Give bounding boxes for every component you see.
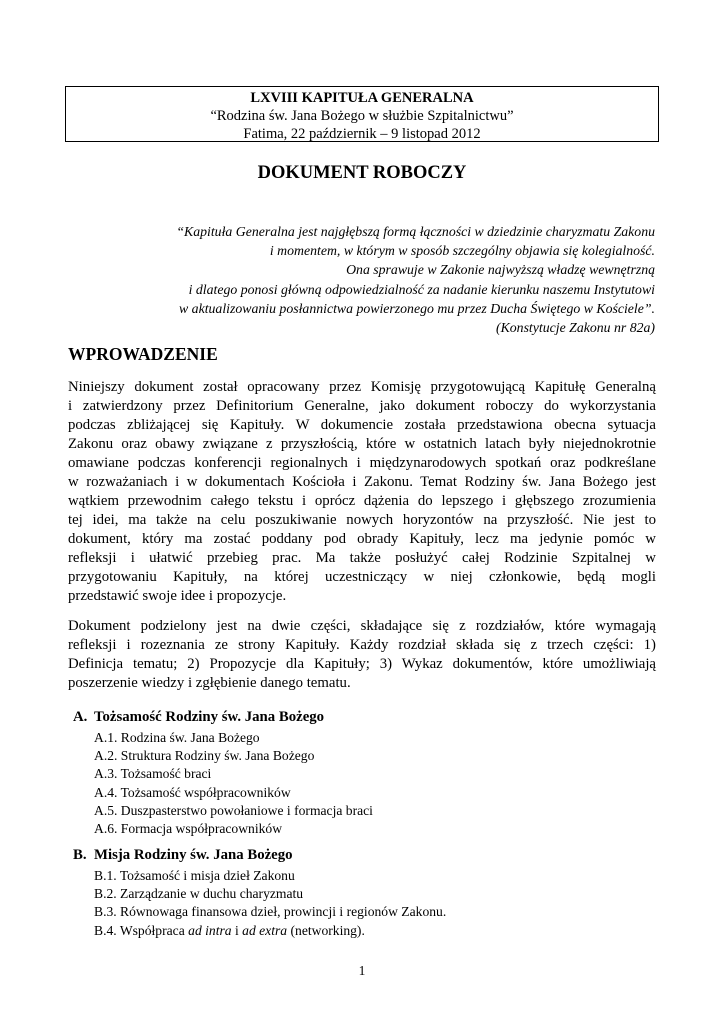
paragraph-line: Definicja tematu; 2) Propozycje dla Kapituły; 3) Wykaz dokumentów, które umożliwiają	[68, 656, 656, 672]
part-a-list	[94, 729, 373, 838]
paragraph-line: przygotowaniu Kapituły, na której uczestniczący w niej członkowie, będą mogli	[68, 569, 656, 585]
list-item-suffix: (networking).	[287, 922, 365, 938]
part-letter: A.	[73, 709, 88, 725]
list-item: B.3. Równowaga finansowa dzieł, prowincji i regionów Zakonu.	[94, 904, 447, 920]
paragraph-line: podczas zbliżającej się Kapituły. W dokumencie została przedstawiona obecna sytuacja	[68, 417, 656, 433]
paragraph-line: dokument, który ma zostać poddany pod obrady Kapituły, lecz ma jedynie pomóc w	[68, 531, 656, 547]
list-item-middle: i	[231, 922, 243, 938]
paragraph-line: Zakonu oraz obawy związane z przyszłością, które w ostatnich latach były niejednokrotnie	[68, 436, 656, 452]
list-item-italic: ad intra	[188, 922, 232, 938]
list-item: B.2. Zarządzanie w duchu charyzmatu	[94, 886, 304, 902]
list-item	[94, 922, 446, 940]
quote-line: Ona sprawuje w Zakonie najwyższą władzę wewnętrzną	[346, 262, 655, 278]
intro-paragraph-2	[68, 617, 656, 693]
chapter-theme: “Rodzina św. Jana Bożego w służbie Szpitalnictwu”	[210, 108, 514, 124]
paragraph-line: przedstawić swoje idee i propozycje.	[68, 588, 287, 604]
quote-source: (Konstytucje Zakonu nr 82a)	[495, 320, 655, 336]
quote-line: w aktualizowaniu posłannictwa powierzonego mu przez Ducha Świętego w Kościele”.	[179, 300, 655, 316]
paragraph-line: i zatwierdzony przez Definitorium Generalne, jako dokument roboczy do wykorzystania	[68, 398, 656, 414]
paragraph-line: refleksji i rozeznania ze strony Kapituły. Każdy rozdział składa się z trzech części: 1)	[68, 637, 656, 653]
document-title: DOKUMENT ROBOCZY	[257, 163, 467, 183]
part-a-heading	[73, 709, 324, 726]
part-b-heading	[73, 847, 293, 864]
page-number: 1	[358, 963, 366, 978]
quote-line: “Kapituła Generalna jest najgłębszą formą łączności w dziedzinie charyzmatu Zakonu	[176, 224, 655, 239]
part-title: Misja Rodziny św. Jana Bożego	[94, 847, 293, 863]
part-b-list	[94, 867, 446, 940]
paragraph-line: poszerzenie wiedzy i zgłębienie danego tematu.	[68, 675, 351, 691]
paragraph-line: tej idei, ma także na celu poszukiwanie nowych horyzontów na przyszłość. Nie jest to	[68, 512, 656, 528]
chapter-place-date: Fatima, 22 październik – 9 listopad 2012	[243, 126, 481, 142]
constitution-quote	[55, 222, 655, 337]
list-item: A.2. Struktura Rodziny św. Jana Bożego	[94, 748, 315, 764]
paragraph-line: Niniejszy dokument został opracowany przez Komisję przygotowującą Kapitułę Generalną	[68, 379, 656, 395]
list-item: A.3. Tożsamość braci	[94, 766, 212, 782]
list-item: A.6. Formacja współpracowników	[94, 821, 283, 837]
list-item: A.5. Duszpasterstwo powołaniowe i formacja braci	[94, 802, 373, 818]
list-item: A.4. Tożsamość współpracowników	[94, 784, 291, 800]
list-item-prefix: B.4. Współpraca	[94, 922, 189, 938]
paragraph-line: w rozważaniach i w dokumentach Kościoła i Zakonu. Temat Rodziny św. Jana Bożego jest	[68, 474, 656, 490]
intro-paragraph-1	[68, 378, 656, 606]
chapter-title: LXVIII KAPITUŁA GENERALNA	[250, 90, 474, 106]
section-title: WPROWADZENIE	[68, 344, 218, 364]
quote-line: i momentem, w którym w sposób szczególny objawia się kolegialność.	[269, 243, 655, 259]
part-title: Tożsamość Rodziny św. Jana Bożego	[94, 709, 325, 725]
quote-line: i dlatego ponosi główną odpowiedzialność za nadanie kierunku naszemu Instytutowi	[188, 281, 655, 297]
list-item-italic: ad extra	[242, 922, 288, 938]
paragraph-line: wątkiem przewodnim całego tekstu i oprócz dążenia do lepszego i głębszego zrozumienia	[68, 493, 656, 509]
paragraph-line: Dokument podzielony jest na dwie części, składające się z rozdziałów, które wymagają	[68, 618, 656, 634]
part-letter: B.	[73, 847, 87, 863]
list-item: A.1. Rodzina św. Jana Bożego	[94, 730, 260, 745]
list-item: B.1. Tożsamość i misja dzieł Zakonu	[94, 868, 295, 883]
paragraph-line: refleksji i ułatwić przebieg prac. Ma także posłużyć całej Rodzinie Szpitalnej w	[68, 550, 656, 566]
header-box	[65, 86, 659, 142]
paragraph-line: omawiane podczas konferencji regionalnych i międzynarodowych spotkań oraz podkreślane	[68, 455, 656, 471]
